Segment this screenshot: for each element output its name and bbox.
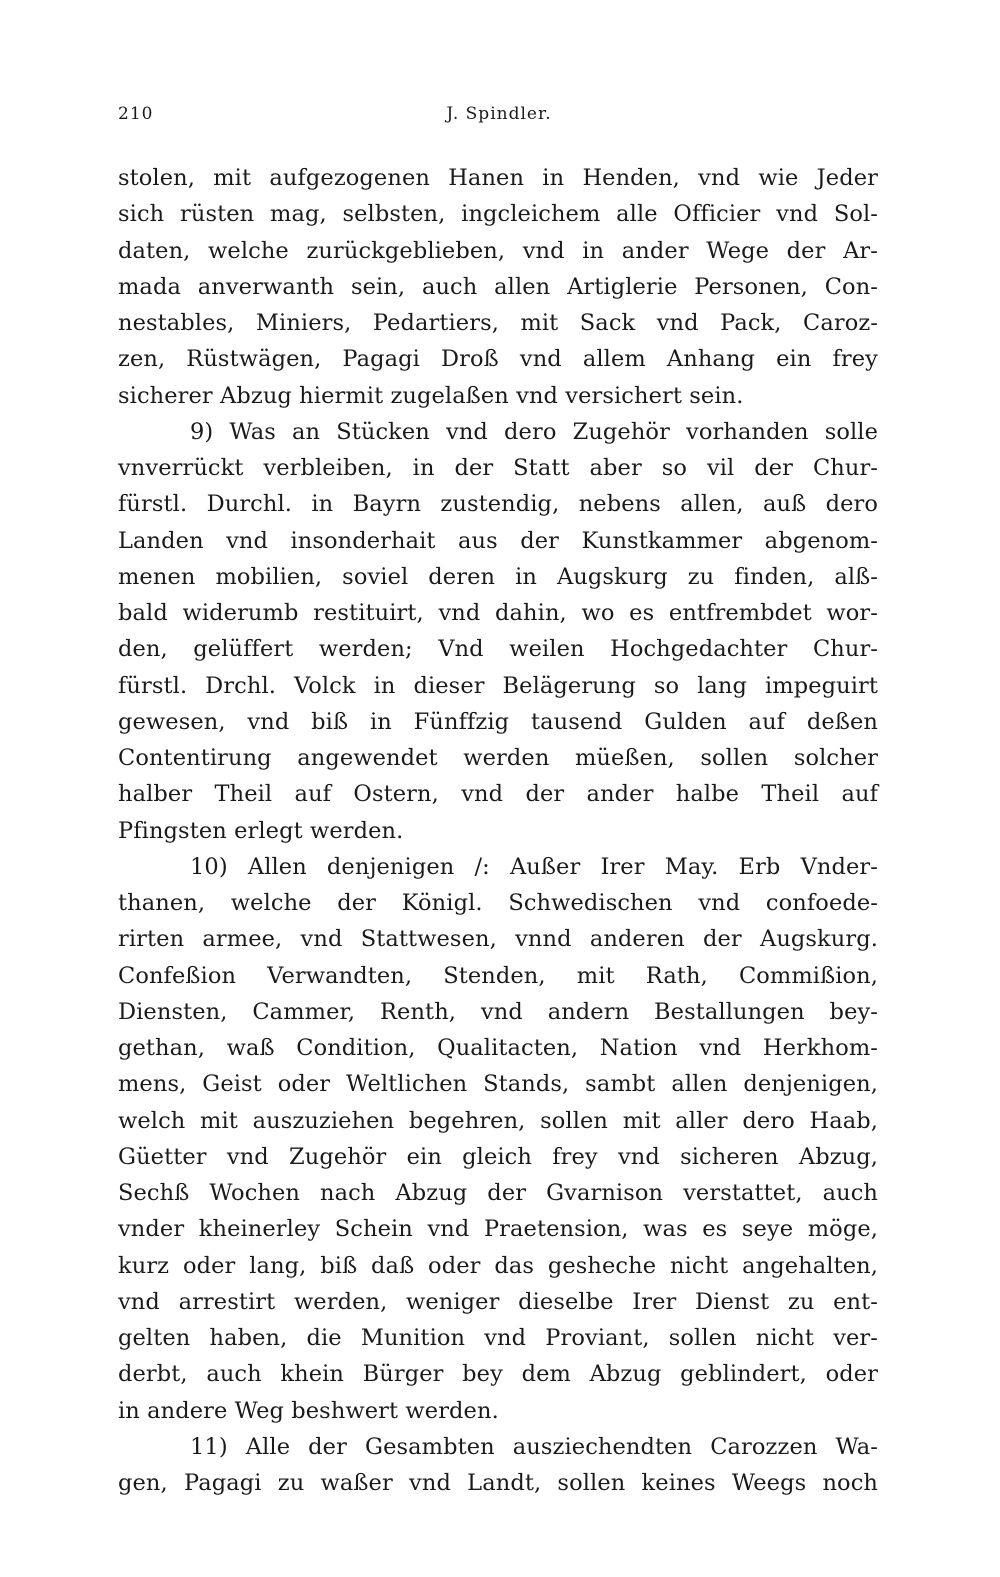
text-line: fürstl. Durchl. in Bayrn zustendig, nebens allen, auß dero bbox=[118, 491, 878, 518]
text-line: derbt, auch khein Bürger bey dem Abzug geblindert, oder bbox=[118, 1361, 878, 1388]
text-line: sicherer Abzug hiermit zugelaßen vnd versichert sein. bbox=[118, 382, 744, 409]
text-line: den, gelüffert werden; Vnd weilen Hochgedachter Chur- bbox=[118, 636, 878, 663]
text-line: mens, Geist oder Weltlichen Stands, sambt allen denjenigen, bbox=[118, 1071, 878, 1098]
text-line: thanen, welche der Königl. Schwedischen vnd confoede- bbox=[118, 890, 878, 916]
running-head-author: J. Spindler. bbox=[446, 104, 552, 124]
text-line: 11) Alle der Gesambten ausziechendten Carozzen Wa- bbox=[190, 1433, 878, 1460]
text-line: Landen vnd insonderhait aus der Kunstkammer abgenom- bbox=[118, 527, 878, 554]
text-line: gelten haben, die Munition vnd Proviant, sollen nicht ver- bbox=[118, 1325, 878, 1351]
body-text bbox=[118, 160, 878, 1501]
text-line: mada anverwanth sein, auch allen Artiglerie Personen, Con- bbox=[118, 273, 878, 300]
text-line: sich rüsten mag, selbsten, ingcleichem alle Officier vnd Sol- bbox=[118, 201, 878, 228]
text-line: stolen, mit aufgezogenen Hanen in Henden, vnd wie Jeder bbox=[118, 165, 878, 191]
text-line: vnder kheinerley Schein vnd Praetension, was es seye möge, bbox=[118, 1216, 878, 1243]
text-line: in andere Weg beshwert werden. bbox=[118, 1397, 499, 1424]
text-line: vnd arrestirt werden, weniger dieselbe Irer Dienst zu ent- bbox=[118, 1288, 878, 1315]
text-line: Contentirung angewendet werden müeßen, sollen solcher bbox=[118, 745, 878, 771]
running-head bbox=[118, 104, 880, 134]
text-line: bald widerumb restituirt, vnd dahin, wo es entfrembdet wor- bbox=[118, 600, 878, 626]
text-line: Güetter vnd Zugehör ein gleich frey vnd sicheren Abzug, bbox=[118, 1143, 878, 1170]
text-line: daten, welche zurückgeblieben, vnd in ander Wege der Ar- bbox=[118, 237, 878, 264]
text-line: vnverrückt verbleiben, in der Statt aber so vil der Chur- bbox=[118, 455, 878, 481]
text-line: nestables, Miniers, Pedartiers, mit Sack vnd Pack, Caroz- bbox=[118, 310, 878, 336]
text-line: menen mobilien, soviel deren in Augskurg zu finden, alß- bbox=[118, 563, 878, 590]
text-line: kurz oder lang, biß daß oder das gesheche nicht angehalten, bbox=[118, 1252, 878, 1279]
text-line: Sechß Wochen nach Abzug der Gvarnison verstattet, auch bbox=[118, 1180, 878, 1206]
text-line: 10) Allen denjenigen /: Außer Irer May. Erb Vnder- bbox=[190, 853, 878, 880]
text-line: Confeßion Verwandten, Stenden, mit Rath, Commißion, bbox=[118, 962, 878, 989]
paragraph bbox=[118, 1429, 878, 1502]
paragraph bbox=[118, 849, 878, 1429]
text-line: rirten armee, vnd Stattwesen, vnnd anderen der Augskurg. bbox=[118, 926, 878, 953]
text-line: halber Theil auf Ostern, vnd der ander halbe Theil auf bbox=[118, 781, 878, 808]
text-line: 9) Was an Stücken vnd dero Zugehör vorhanden solle bbox=[190, 418, 878, 445]
text-line: gewesen, vnd biß in Fünffzig tausend Gulden auf deßen bbox=[118, 708, 878, 735]
text-line: welch mit auszuziehen begehren, sollen mit aller dero Haab, bbox=[118, 1107, 878, 1134]
text-line: Pfingsten erlegt werden. bbox=[118, 817, 404, 844]
text-line: gethan, waß Condition, Qualitacten, Nation vnd Herkhom- bbox=[118, 1035, 878, 1061]
page-number: 210 bbox=[118, 104, 154, 124]
text-line: gen, Pagagi zu waßer vnd Landt, sollen keines Weegs noch bbox=[118, 1470, 878, 1496]
paragraph bbox=[118, 414, 878, 849]
text-line: fürstl. Drchl. Volck in dieser Belägerung so lang impeguirt bbox=[118, 672, 878, 699]
paragraph bbox=[118, 160, 878, 414]
text-line: Diensten, Cammer, Renth, vnd andern Bestallungen bey- bbox=[118, 998, 878, 1025]
text-line: zen, Rüstwägen, Pagagi Droß vnd allem Anhang ein frey bbox=[118, 346, 878, 373]
